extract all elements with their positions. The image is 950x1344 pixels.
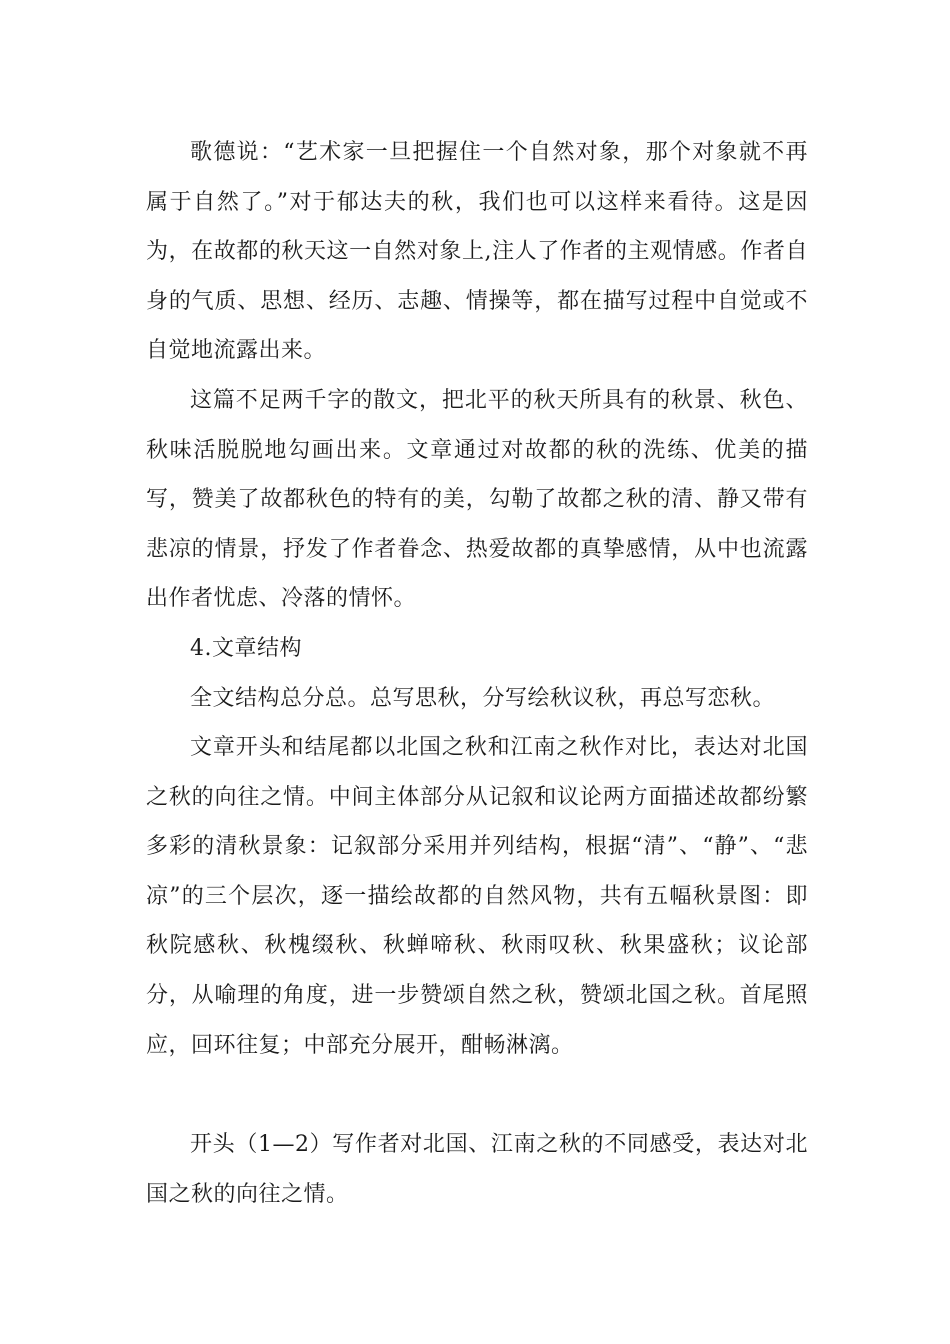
paragraph-opening-section: 开头（1—2）写作者对北国、江南之秋的不同感受，表达对北国之秋的向往之情。 xyxy=(146,1132,808,1207)
paragraph-goethe-quote: 歌德说：“艺术家一旦把握住一个自然对象，那个对象就不再属于自然了。”对于郁达夫的秋，我们也可以这样来看待。这是因为，在故都的秋天这一自然对象上,注人了作者的主观情感。作者自身的气质、思想、经历、志趣、情操等，都在描写过程中自觉或不自觉地流露出来。 xyxy=(146,140,808,364)
paragraph-essay-summary: 这篇不足两千字的散文，把北平的秋天所具有的秋景、秋色、秋味活脱脱地勾画出来。文章通过对故都的秋的洗练、优美的描写，赞美了故都秋色的特有的美，勾勒了故都之秋的清、静又带有悲凉的情景，抒发了作者眷念、热爱故都的真挚感情，从中也流露出作者忧虑、冷落的情怀。 xyxy=(146,388,808,612)
paragraph-structure-detail: 文章开头和结尾都以北国之秋和江南之秋作对比，表达对北国之秋的向往之情。中间主体部分从记叙和议论两方面描述故都纷繁多彩的清秋景象：记叙部分采用并列结构，根据“清”、“静”、“悲凉”的三个层次，逐一描绘故都的自然风物，共有五幅秋景图：即秋院感秋、秋槐缀秋、秋蝉啼秋、秋雨叹秋、秋果盛秋；议论部分，从喻理的角度，进一步赞颂自然之秋，赞颂北国之秋。首尾照应，回环往复；中部充分展开，酣畅淋漓。 xyxy=(146,735,808,1058)
section-heading-structure: 4.文章结构 xyxy=(190,636,302,661)
paragraph-structure-overview: 全文结构总分总。总写思秋，分写绘秋议秋，再总写恋秋。 xyxy=(190,686,776,711)
